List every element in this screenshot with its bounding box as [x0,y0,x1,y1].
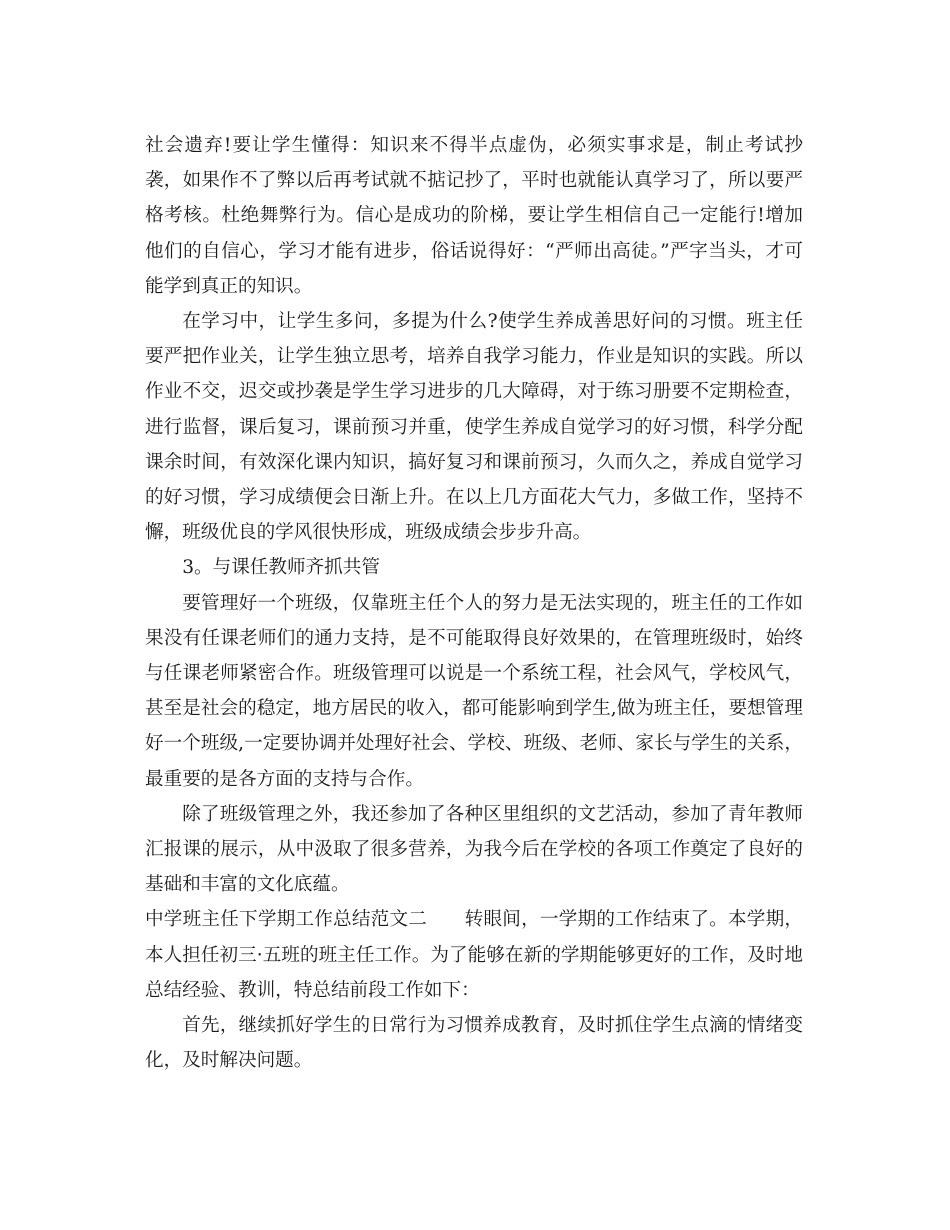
paragraph-4: 除了班级管理之外，我还参加了各种区里组织的文艺活动，参加了青年教师汇报课的展示，从中汲取了很多营养，为我今后在学校的各项工作奠定了良好的基础和丰富的文化底蕴。 [145,803,803,896]
section-heading: 3。与课任教师齐抓共管 [182,557,380,579]
document-body [145,128,803,1078]
paragraph-2: 在学习中，让学生多问，多提为什么?使学生养成善思好问的习惯。班主任要严把作业关，让学生独立思考，培养自我学习能力，作业是知识的实践。所以作业不交，迟交或抄袭是学生学习进步的几大障碍，对于练习册要不定期检查，进行监督，课后复习，课前预习并重，使学生养成自觉学习的好习惯，科学分配课余时间，有效深化课内知识，搞好复习和课前预习，久而久之，养成自觉学习的好习惯，学习成绩便会日渐上升。在以上几方面花大气力，多做工作，坚持不懈，班级优良的学风很快形成，班级成绩会步步升高。 [145,311,803,544]
paragraph-5: 中学班主任下学期工作总结范文二 转眼间，一学期的工作结束了。本学期，本人担任初三·五班的班主任工作。为了能够在新的学期能够更好的工作，及时地总结经验、教训，特总结前段工作如下： [145,909,803,1001]
paragraph-3: 要管理好一个班级，仅靠班主任个人的努力是无法实现的，班主任的工作如果没有任课老师们的通力支持，是不可能取得良好效果的，在管理班级时，始终与任课老师紧密合作。班级管理可以说是一个系统工程，社会风气，学校风气，甚至是社会的稳定，地方居民的收入，都可能影响到学生,做为班主任，要想管理好一个班级,一定要协调并处理好社会、学校、班级、老师、家长与学生的关系，最重要的是各方面的支持与合作。 [145,592,803,790]
paragraph-6: 首先，继续抓好学生的日常行为习惯养成教育，及时抓住学生点滴的情绪变化，及时解决问题。 [145,1015,803,1072]
paragraph-1: 社会遗弃!要让学生懂得：知识来不得半点虚伪，必须实事求是，制止考试抄袭，如果作不了弊以后再考试就不掂记抄了，平时也就能认真学习了，所以要严格考核。杜绝舞弊行为。信心是成功的阶梯，要让学生相信自己一定能行!增加他们的自信心，学习才能有进步，俗话说得好：“严师出高徒。”严字当头，才可能学到真正的知识。 [145,135,803,297]
